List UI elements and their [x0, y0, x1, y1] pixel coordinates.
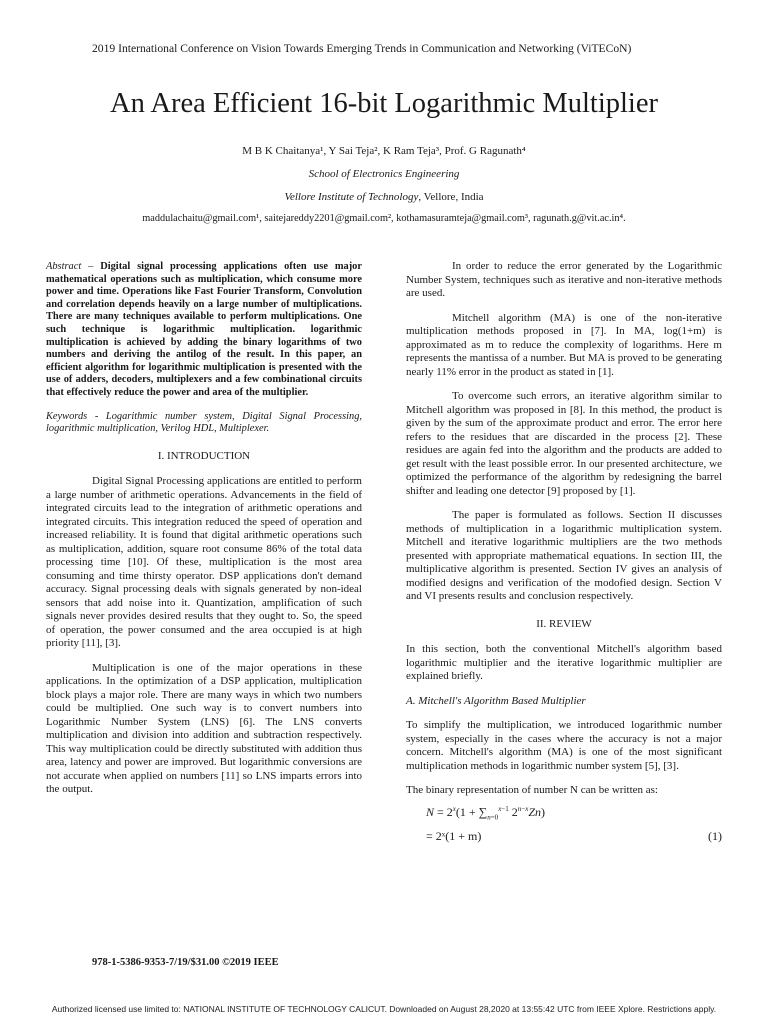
subsection-heading: A. Mitchell's Algorithm Based Multiplier: [406, 694, 586, 707]
conference-name: 2019 International Conference on Vision Towards Emerging Trends in Communication and Networking (ViTECoN): [92, 42, 632, 55]
author-list: M B K Chaitanya¹, Y Sai Teja², K Ram Teja³, Prof. G Ragunath⁴: [242, 145, 526, 157]
section-heading-introduction: I. INTRODUCTION: [157, 449, 251, 462]
paragraph: Mitchell algorithm (MA) is one of the non-iterative multiplication methods proposed in [7]. In MA, log(1+m) is approximated as m to reduce the complexity of logarithms. Here m represents the mantissa of a number. But MA is proved to be generating nearly 11% error in the product as stated in [1].: [406, 311, 722, 378]
paragraph: The paper is formulated as follows. Section II discusses methods of multiplication in a logarithmic multiplication system. Mitchell and iterative logarithmic multipliers are the two methods presented with appropriate mathematical equations. In section III, the multiplicative algorithm is presented. Section IV gives an analysis of modified designs and verification of the modofied design. Section V and VI presents results and conclusion respectively.: [406, 509, 722, 602]
affiliation-institute: [0, 191, 768, 204]
license-footer: Authorized licensed use limited to: NATIONAL INSTITUTE OF TECHNOLOGY CALICUT. Downloaded on August 28,2020 at 13:55:42 UTC from IEEE Xplore. Restrictions apply.: [51, 1004, 717, 1014]
section-heading-review: II. REVIEW: [536, 617, 592, 630]
left-column: [46, 261, 362, 808]
paragraph: Multiplication is one of the major operations in these applications. In the optimization of a DSP application, multiplication block plays a major role. There are many ways in which two numbers could be multiplied. One such way is to convert numbers into Logarithmic Number System (LNS) [6]. The LNS converts multiplication and division into addition and subtraction respectively. This way multiplication could be directly substituted with addition thus area, latency and power are improved. But logarithmic conversions are not accurate when applied on numbers [11] so LNS imparts errors into the output.: [46, 661, 362, 796]
equation-line-1: $N = 2^x(1 + \sum_{n=0}^{x-1}$ $2^{n-x}Zn$): [426, 804, 545, 821]
copyright-line: 978-1-5386-9353-7/19/$31.00 ©2019 IEEE: [92, 957, 279, 968]
paragraph: In order to reduce the error generated by the Logarithmic Number System, techniques such as iterative and non-iterative methods are used.: [406, 260, 722, 299]
keywords: Keywords - Logarithmic number system, Digital Signal Processing, logarithmic multiplication, Verilog HDL, Multiplexer.: [46, 410, 362, 435]
paper-title: An Area Efficient 16-bit Logarithmic Multiplier: [110, 88, 658, 119]
institute-name: Vellore Institute of Technology: [284, 191, 419, 203]
abstract-label: Abstract –: [46, 261, 94, 272]
right-column: [406, 260, 722, 846]
author-emails: maddulachaitu@gmail.com¹, saitejareddy2201@gmail.com², kothamasuramteja@gmail.com³, ragunath.g@vit.ac.in⁴.: [142, 213, 626, 224]
abstract-text: Digital signal processing applications often use major mathematical operations such as multiplication, which consume more power and time. Operations like Fast Fourier Transform, Convolution and correlation depends heavily on a large number of multiplications. There are many techniques available to perform multiplications. One such technique is logarithmic multiplication. logarithmic multiplication is achieved by adding the binary logarithms of two numbers and deriving the antilog of the result. In this paper, an efficient algorithm for logarithmic multiplication is presented with the use of adders, decoders, multiplexers and a few combinational circuits that effectively reduce the power and area of the multiplier.: [46, 261, 362, 398]
equation-number: (1): [708, 828, 722, 843]
institute-location: , Vellore, India: [418, 191, 484, 203]
equation-1: [406, 806, 722, 846]
paragraph: To simplify the multiplication, we introduced logarithmic number system, especially in the cases where the accuracy is not a major concern. Mitchell's algorithm (MA) is one of the most significant multiplication methods in logarithmic number system [5], [3].: [406, 719, 722, 772]
affiliation-school: School of Electronics Engineering: [308, 168, 460, 180]
paragraph: Digital Signal Processing applications are entitled to perform a large number of arithmetic operations. Advancements in the field of integrated circuits lead to the integration of arithmetic operations and integrated circuits. This integration reduced the speed of operation and increased reliability. It is found that digital arithmetic operations such as multiplication, addition, square root consume 86% of the total data processing time [10]. Of these, multiplication is the most area consuming and time thirsty operator. DSP applications don't demand accuracy. Signal processing deals with signals generated by non-ideal sensors that add noise into it. Quantization, amplification of such signals never provides desired results that they ought to. So, the speed of operation, the power consumed and the area occupied is at high priority [11], [3].: [46, 475, 362, 650]
equation-line-2: = 2ˣ(1 + m): [426, 828, 482, 843]
paragraph: The binary representation of number N can be written as:: [406, 784, 658, 796]
abstract: [46, 261, 362, 400]
paragraph: To overcome such errors, an iterative algorithm similar to Mitchell algorithm was proposed in [8]. In this method, the product is given by the sum of the approximate product and error. The error here refers to the residues that are discarded in the process [2]. These residues are again fed into the algorithm and the products are added to get result with the least possible error. In our presented architecture, we optimized the performance of the algorithm by redesigning the barrel shifter and leading one detector [9] proposed by [1].: [406, 390, 722, 497]
paragraph: In this section, both the conventional Mitchell's algorithm based logarithmic multiplier and the iterative logarithmic multiplier are explained briefly.: [406, 643, 722, 682]
